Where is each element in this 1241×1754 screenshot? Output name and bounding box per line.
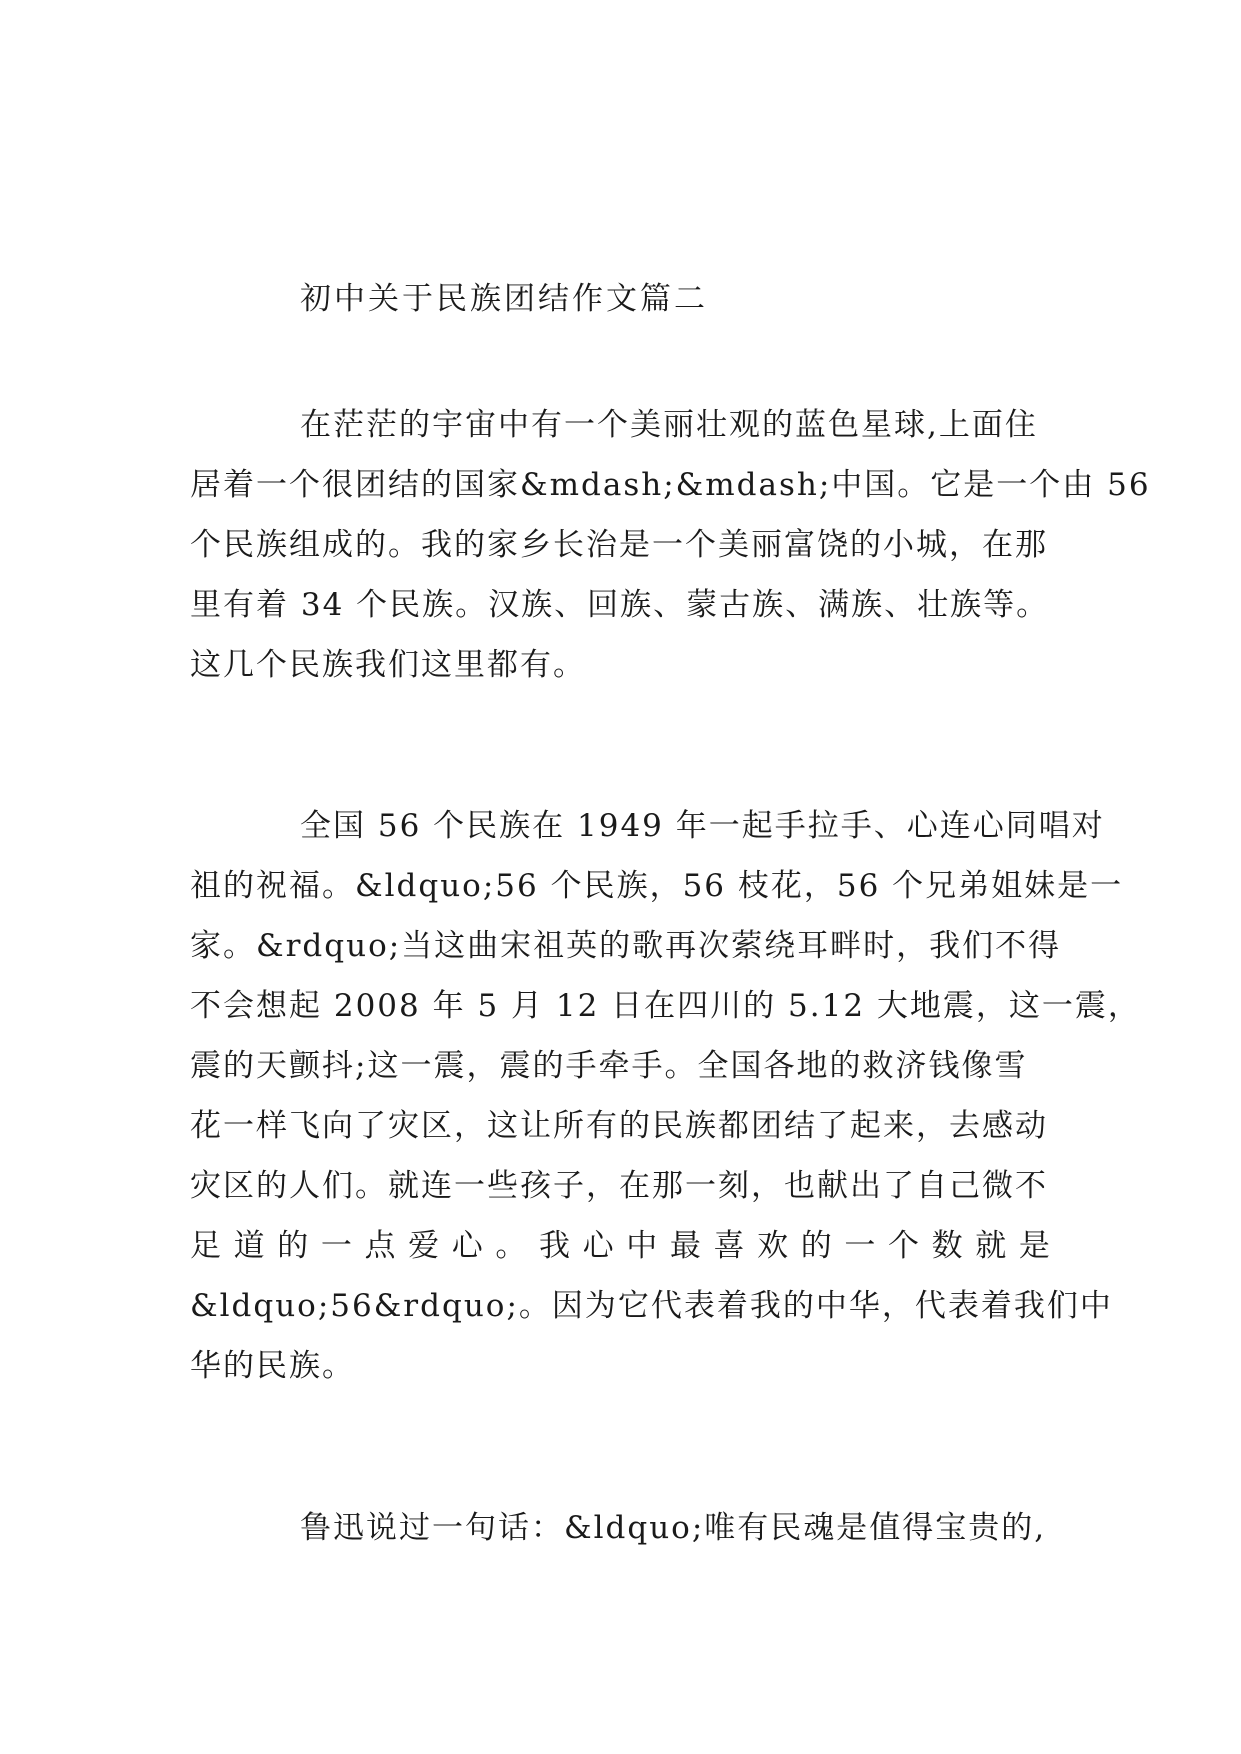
justified-char: 就 xyxy=(975,1228,1007,1264)
justified-char: 一 xyxy=(320,1228,352,1264)
paragraph-line: 不会想起 2008 年 5 月 12 日在四川的 5.12 大地震，这一震， xyxy=(190,988,1141,1024)
paragraph-line: 祖的祝福。&ldquo;56 个民族，56 枝花，56 个兄弟姐妹是一 xyxy=(190,868,1124,904)
paragraph-3 xyxy=(190,1498,1050,1558)
justified-char: 是 xyxy=(1018,1228,1050,1264)
paragraph-2 xyxy=(190,796,1141,1396)
justified-char: 我 xyxy=(539,1228,570,1264)
paragraph-line: 在茫茫的宇宙中有一个美丽壮观的蓝色星球,上面住 xyxy=(300,407,1038,443)
justified-char: 足 xyxy=(190,1228,221,1264)
paragraph-line: 家。&rdquo;当这曲宋祖英的歌再次萦绕耳畔时，我们不得 xyxy=(190,928,1062,964)
paragraph-line: 居着一个很团结的国家&mdash;&mdash;中国。它是一个由 56 xyxy=(190,467,1151,503)
paragraph-line: 这几个民族我们这里都有。 xyxy=(190,647,586,683)
justified-char: 心 xyxy=(582,1228,614,1264)
justified-char: 点 xyxy=(364,1228,396,1264)
justified-char: 的 xyxy=(277,1228,309,1264)
justified-char: 爱 xyxy=(408,1228,440,1264)
paragraph-line: 个民族组成的。我的家乡长治是一个美丽富饶的小城，在那 xyxy=(190,527,1048,563)
paragraph-line: 灾区的人们。就连一些孩子，在那一刻，也献出了自己微不 xyxy=(190,1168,1048,1204)
justified-char: 中 xyxy=(626,1228,658,1264)
paragraph-line: 花一样飞向了灾区，这让所有的民族都团结了起来，去感动 xyxy=(190,1108,1048,1144)
justified-char: 数 xyxy=(931,1228,963,1264)
paragraph-line: 全国 56 个民族在 1949 年一起手拉手、心连心同唱对 xyxy=(300,808,1105,844)
justified-char: 的 xyxy=(800,1228,832,1264)
paragraph-line: 里有着 34 个民族。汉族、回族、蒙古族、满族、壮族等。 xyxy=(190,587,1050,623)
paragraph-1 xyxy=(190,395,1151,695)
paragraph-line-justified xyxy=(190,1216,1050,1276)
justified-char: 心 xyxy=(451,1228,483,1264)
justified-char: 一 xyxy=(844,1228,876,1264)
paragraph-line: 震的天颤抖;这一震，震的手牵手。全国各地的救济钱像雪 xyxy=(190,1048,1028,1084)
justified-char: 。 xyxy=(495,1228,527,1264)
justified-char: 最 xyxy=(669,1228,701,1264)
justified-char: 个 xyxy=(888,1228,919,1264)
justified-char: 喜 xyxy=(713,1228,745,1264)
justified-char: 道 xyxy=(233,1228,265,1264)
justified-char: 欢 xyxy=(757,1228,789,1264)
paragraph-line: &ldquo;56&rdquo;。因为它代表着我的中华，代表着我们中 xyxy=(190,1288,1113,1324)
paragraph-line: 华的民族。 xyxy=(190,1348,355,1384)
document-title: 初中关于民族团结作文篇二 xyxy=(300,281,708,317)
paragraph-line: 鲁迅说过一句话：&ldquo;唯有民魂是值得宝贵的, xyxy=(300,1510,1047,1546)
